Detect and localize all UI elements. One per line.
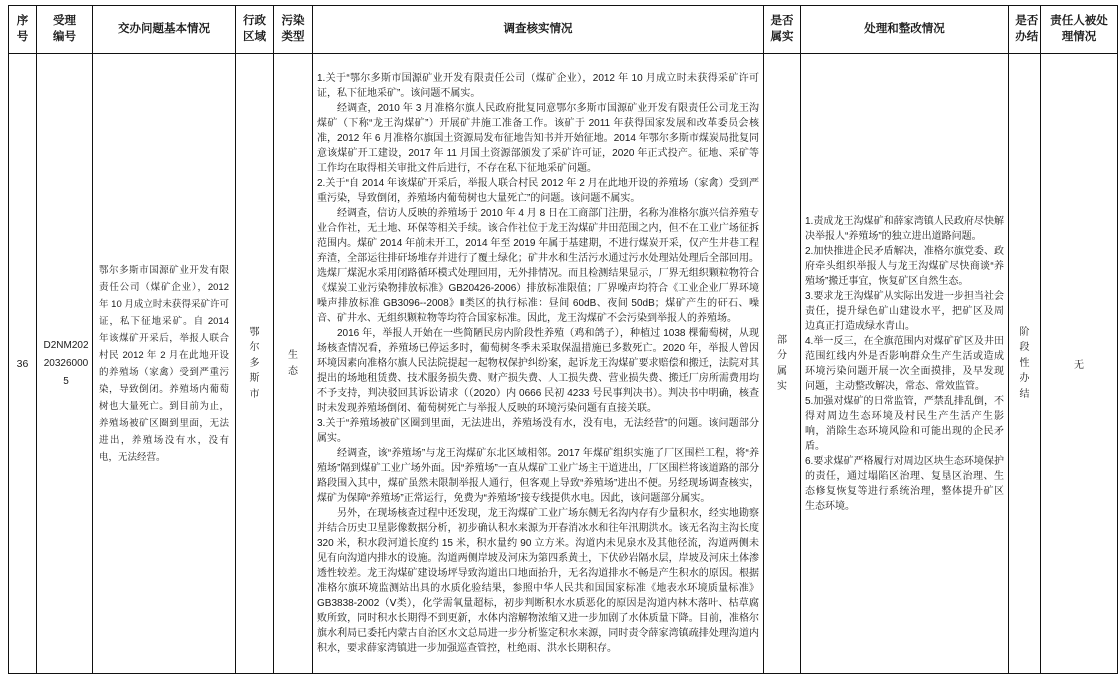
investigation-paragraph: 3.关于“养殖场被矿区圈到里面，无法进出，养殖场没有水，没有电，无法经营”的问题。该问题部分属实。 bbox=[317, 418, 759, 444]
col-header-rectification: 处理和整改情况 bbox=[801, 6, 1009, 54]
investigation-paragraph: 经调查，该“养殖场”与龙王沟煤矿东北区域相邻。2017 年煤矿组织实施了厂区围栏工程，将“养殖场”隔到煤矿工业广场外面。因“养殖场”一直从煤矿工业广场主干道进出，厂区围栏将该道路的部分路段围入其中，煤矿虽然未限制举报人通行，但客观上导致“养殖场”进出不便。另经现场调查核实，煤矿为保障“养殖场”正常运行，免费为“养殖场”接专线提供水电。因此，该问题部分属实。 bbox=[317, 448, 759, 504]
col-header-is-true: 是否属实 bbox=[764, 6, 801, 54]
cell-region: 鄂尔多斯市 bbox=[236, 54, 274, 674]
cell-serial-number: 36 bbox=[9, 54, 37, 674]
cell-is-true: 部分属实 bbox=[764, 54, 801, 674]
col-header-pollution-type: 污染类型 bbox=[274, 6, 313, 54]
investigation-paragraph: 2016 年，举报人开始在一些简陋民房内阶段性养殖（鸡和鸽子），种植过 1038 棵葡萄树，从现场核查情况看，养殖场已停运多时，葡萄树冬季未采取保温措施已多数死亡。2020 年，举报人曾因环境因素向准格尔旗人民法院提起一起物权保护纠纷案，起诉龙王沟煤矿要求赔偿和搬迁，法院对其提出的场地租赁费、技术服务损失费、财产损失费、人工损失费、营业损失费、搬迁厂房所需费用均不予支持，判决驳回其诉讼请求（（2020）内 0666 民初 4233 号民事判决书）。判决书中明确，核查时未发现养殖场倒闭、葡萄树死亡与举报人反映的环境污染问题有直接关联。 bbox=[317, 328, 759, 414]
cell-acceptance-number: D2NM202203260005 bbox=[37, 54, 93, 674]
col-header-responsible: 责任人被处理情况 bbox=[1041, 6, 1118, 54]
table-row bbox=[9, 54, 1118, 674]
col-header-region: 行政区域 bbox=[236, 6, 274, 54]
col-header-serial: 序号 bbox=[9, 6, 37, 54]
rectification-item: 2.加快推进企民矛盾解决，准格尔旗党委、政府牵头组织举报人与龙王沟煤矿尽快商谈“养殖场”搬迁事宜，恢复矿区自然生态。 bbox=[805, 245, 1004, 287]
cell-problem-description: 鄂尔多斯市国源矿业开发有限责任公司（煤矿企业），2012 年 10 月成立时未获得采矿许可证，私下征地采矿。自 2014 年该煤矿开采后，举报人联合村民 2012 年 2 月在此地开设的养殖场（家禽）受到严重污染，导致倒闭。养殖场内葡萄树也大量死亡。到目前为止，养殖场被矿区圈到里面，无法进出，养殖场没有水，没有电，无法经营。 bbox=[93, 54, 236, 674]
investigation-paragraph: 2.关于“自 2014 年该煤矿开采后，举报人联合村民 2012 年 2 月在此地开设的养殖场（家禽）受到严重污染，导致倒闭，养殖场内葡萄树也大量死亡”的问题。该问题不属实。 bbox=[317, 178, 759, 204]
rectification-item: 5.加强对煤矿的日常监管，严禁乱排乱倒，不得对周边生态环境及村民生产生活产生影响，消除生态环境风险和可能出现的企民矛盾。 bbox=[805, 395, 1004, 452]
col-header-problem: 交办问题基本情况 bbox=[93, 6, 236, 54]
investigation-paragraph: 另外，在现场核查过程中还发现，龙王沟煤矿工业广场东侧无名沟内存有少量积水，经实地勘察并结合历史卫星影像数据分析，初步确认积水来源为开春消冰水和往年汛期洪水。该无名沟主沟长度 320 米，积水段河道长度约 15 米，积水量约 90 立方米。沟道内未见泉水及其他径流，沟道两侧未见有向沟道内排水的设施。沟道两侧岸坡及河床为第四系黄土，下伏砂岩隔水层，岸坡及河床土体渗透性较差。龙王沟煤矿建设场坪导致沟道出口地面抬升，无名沟道排水不畅是产生积水的原因。根据准格尔旗环境监测站出具的水质化验结果，参照中华人民共和国国家标准《地表水环境质量标准》GB3838-2002（Ⅴ类），化学需氧量超标，初步判断积水水质恶化的原因是沟道内林木落叶、枯草腐败所致，同时积水长期得不到更新，水体内溶解物浓缩又进一步加剧了水体质量下降。目前，准格尔旗水利局已委托内蒙古自治区水文总局进一步分析鉴定积水来源，同时责令薛家湾镇疏排处理沟道内积水，要求薛家湾镇进一步加强巡查管控，杜绝雨、洪水长期积存。 bbox=[317, 508, 759, 654]
investigation-paragraph: 经调查，信访人反映的养殖场于 2010 年 4 月 8 日在工商部门注册，名称为准格尔旗兴信养殖专业合作社，无土地、环保等相关手续。该合作社位于龙王沟煤矿井田范围之内，但不在工业广场征拆范围内。煤矿 2014 年前未开工，2014 年至 2019 年属于基建期，不进行煤炭开采，仅产生井巷工程弃渣，全部运往排矸场堆存并进行了覆土绿化；矿井水和生活污水通过污水处理站处理后全部回用。选煤厂煤泥水采用闭路循环模式处理回用，无外排情况。而且检测结果显示，厂界无组织颗粒物符合《煤炭工业污染物排放标准》GB20426-2006）排放标准限值；厂界噪声均符合《工业企业厂界环境噪声排放标准 GB3096--2008》Ⅱ类区的执行标准：昼间 60dB、夜间 50dB；煤矿产生的矸石、噪音、矿井水、无组织颗粒物等均符合国家标准。因此，龙王沟煤矿不会污染到举报人的养殖场。 bbox=[317, 208, 759, 324]
col-header-investigation: 调查核实情况 bbox=[313, 6, 764, 54]
col-header-is-closed: 是否办结 bbox=[1009, 6, 1041, 54]
cell-responsible-person-handled: 无 bbox=[1041, 54, 1118, 674]
header-row bbox=[9, 6, 1118, 54]
investigation-paragraph: 经调查，2010 年 3 月准格尔旗人民政府批复同意鄂尔多斯市国源矿业开发有限责任公司龙王沟煤矿（下称“龙王沟煤矿”）开展矿井施工准备工作。该矿于 2011 年获得国家发展和改革委员会核准，2012 年 6 月准格尔旗国土资源局发布征地告知书并开始征地。2014 年鄂尔多斯市煤炭局批复同意该煤矿开工建设，2017 年 11 月国土资源部颁发了采矿许可证，2020 年正式投产。征地、采矿等工作均在取得相关审批文件后进行，不存在私下征地采矿问题。 bbox=[317, 103, 759, 174]
rectification-item: 1.责成龙王沟煤矿和薛家湾镇人民政府尽快解决举报人“养殖场”的独立进出道路问题。 bbox=[805, 215, 1004, 242]
rectification-item: 3.要求龙王沟煤矿从实际出发进一步担当社会责任，提升绿色矿山建设水平，把矿区及周边真正打造成绿水青山。 bbox=[805, 290, 1004, 332]
col-header-acceptance-no: 受理编号 bbox=[37, 6, 93, 54]
cell-investigation-findings bbox=[313, 54, 764, 674]
investigation-paragraph: 1.关于“鄂尔多斯市国源矿业开发有限责任公司（煤矿企业），2012 年 10 月成立时未获得采矿许可证，私下征地采矿”。该问题不属实。 bbox=[317, 73, 759, 99]
complaint-handling-table bbox=[8, 5, 1118, 674]
cell-pollution-type: 生态 bbox=[274, 54, 313, 674]
rectification-item: 4.举一反三，在全旗范围内对煤矿矿区及井田范围红线内外是否影响群众生产生活或造成环境污染问题开展一次全面摸排，及早发现问题，主动整改解决，常态、常效监管。 bbox=[805, 335, 1004, 392]
rectification-item: 6.要求煤矿严格履行对周边区块生态环境保护的责任，通过塌陷区治理、复垦区治理、生态修复恢复等进行系统治理，整体提升矿区生态环境。 bbox=[805, 455, 1004, 512]
cell-rectification-measures bbox=[801, 54, 1009, 674]
cell-is-closed: 阶段性办结 bbox=[1009, 54, 1041, 674]
